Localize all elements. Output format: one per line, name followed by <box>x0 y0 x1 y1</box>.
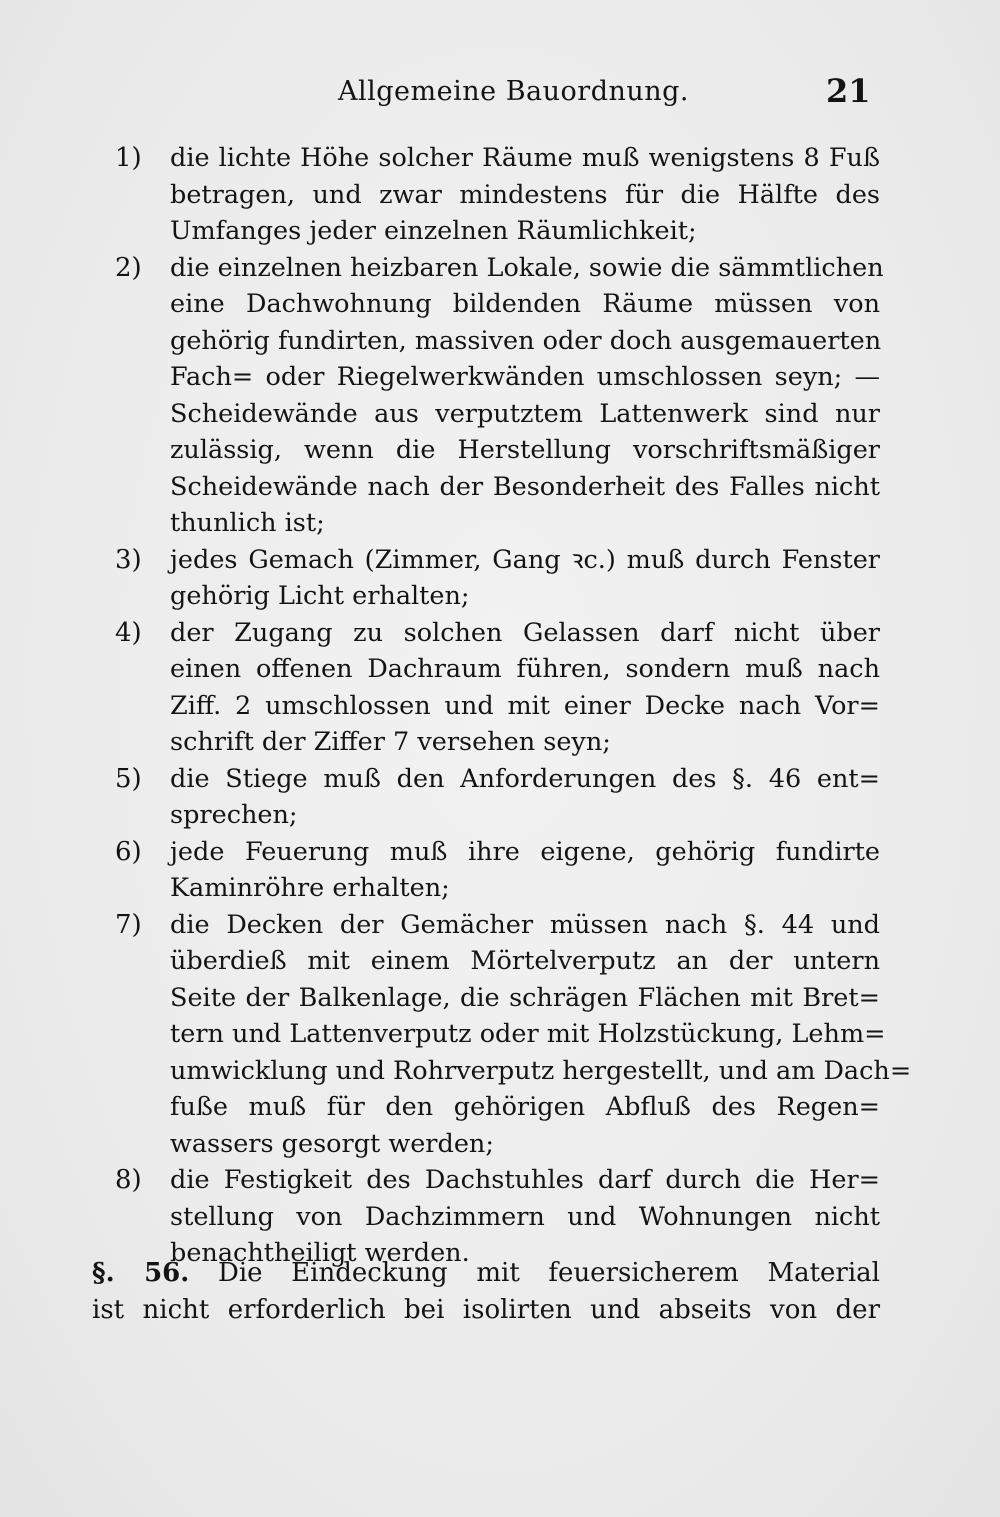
text-line: Kaminröhre erhalten; <box>170 873 450 903</box>
list-item-5 <box>115 761 880 834</box>
text-line: thunlich ist; <box>170 508 325 538</box>
item-number: 7) <box>115 909 142 940</box>
text-line: wassers gesorgt werden; <box>170 1128 494 1159</box>
page-number: 21 <box>826 72 871 110</box>
item-number: 5) <box>115 763 142 794</box>
section-text: Die Eindeckung mit feuersicherem Material <box>217 1258 880 1288</box>
list-item-6 <box>115 834 880 907</box>
section-mark: §. 56. <box>92 1258 190 1288</box>
text-line: gehörig Licht erhalten; <box>170 581 470 611</box>
text-line: Seite der Balkenlage, die schrägen Flächen mit Bret= <box>170 982 880 1013</box>
text-line: sprechen; <box>170 800 298 830</box>
numbered-list <box>115 140 912 1272</box>
text-line: die lichte Höhe solcher Räume muß wenigstens 8 Fuß <box>170 143 880 173</box>
item-number: 1) <box>115 143 142 173</box>
text-line: die einzelnen heizbaren Lokale, sowie die sämmtlichen <box>170 252 884 283</box>
list-item-7 <box>115 907 912 1163</box>
section-56 <box>92 1255 880 1328</box>
text-line: Ziff. 2 umschlossen und mit einer Decke nach Vor= <box>170 690 880 721</box>
text-line: gehörig fundirten, massiven oder doch ausgemauerten <box>170 325 882 356</box>
list-item-2 <box>115 250 884 542</box>
text-line: umwicklung und Rohrverputz hergestellt, und am Dach= <box>170 1055 912 1086</box>
text-line: Umfanges jeder einzelnen Räumlichkeit; <box>170 216 697 246</box>
text-line: stellung von Dachzimmern und Wohnungen nicht <box>170 1201 880 1232</box>
list-item-4 <box>115 615 880 761</box>
text-line: die Stiege muß den Anforderungen des §. 46 ent= <box>170 763 880 794</box>
text-line: schrift der Ziffer 7 versehen seyn; <box>170 727 611 757</box>
text-line: Scheidewände nach der Besonderheit des Falles nicht <box>170 471 880 502</box>
page-header <box>0 68 1000 118</box>
list-item-3 <box>115 542 880 615</box>
text-line: eine Dachwohnung bildenden Räume müssen von <box>170 289 880 319</box>
text-line: einen offenen Dachraum führen, sondern muß nach <box>170 654 880 684</box>
text-line: ist nicht erforderlich bei isolirten und abseits von der <box>92 1294 880 1325</box>
item-number: 3) <box>115 544 142 575</box>
text-line: jedes Gemach (Zimmer, Gang ꝛc.) muß durch Fenster <box>170 544 880 575</box>
item-number: 6) <box>115 836 142 867</box>
text-line: jede Feuerung muß ihre eigene, gehörig fundirte <box>170 836 880 867</box>
item-number: 4) <box>115 617 142 648</box>
text-line: die Decken der Gemächer müssen nach §. 44 und <box>170 909 880 940</box>
text-line: fuße muß für den gehörigen Abfluß des Regen= <box>170 1092 880 1122</box>
text-line <box>92 1255 880 1292</box>
text-line: tern und Lattenverputz oder mit Holzstückung, Lehm= <box>170 1019 886 1049</box>
text-line: der Zugang zu solchen Gelassen darf nicht über <box>170 617 880 648</box>
item-number: 2) <box>115 252 142 283</box>
text-line: Scheidewände aus verputztem Lattenwerk sind nur <box>170 398 880 429</box>
text-line: Fach= oder Riegelwerkwänden umschlossen seyn; — <box>170 362 880 392</box>
list-item-1 <box>115 140 880 250</box>
text-line: überdieß mit einem Mörtelverputz an der untern <box>170 946 880 976</box>
text-line: die Festigkeit des Dachstuhles darf durch die Her= <box>170 1165 880 1195</box>
running-title: Allgemeine Bauordnung. <box>338 76 690 107</box>
text-line: betragen, und zwar mindestens für die Hälfte des <box>170 179 880 210</box>
item-number: 8) <box>115 1165 142 1195</box>
text-line: zulässig, wenn die Herstellung vorschriftsmäßiger <box>170 435 880 465</box>
text-line: benachtheiligt werden. <box>170 1238 470 1268</box>
